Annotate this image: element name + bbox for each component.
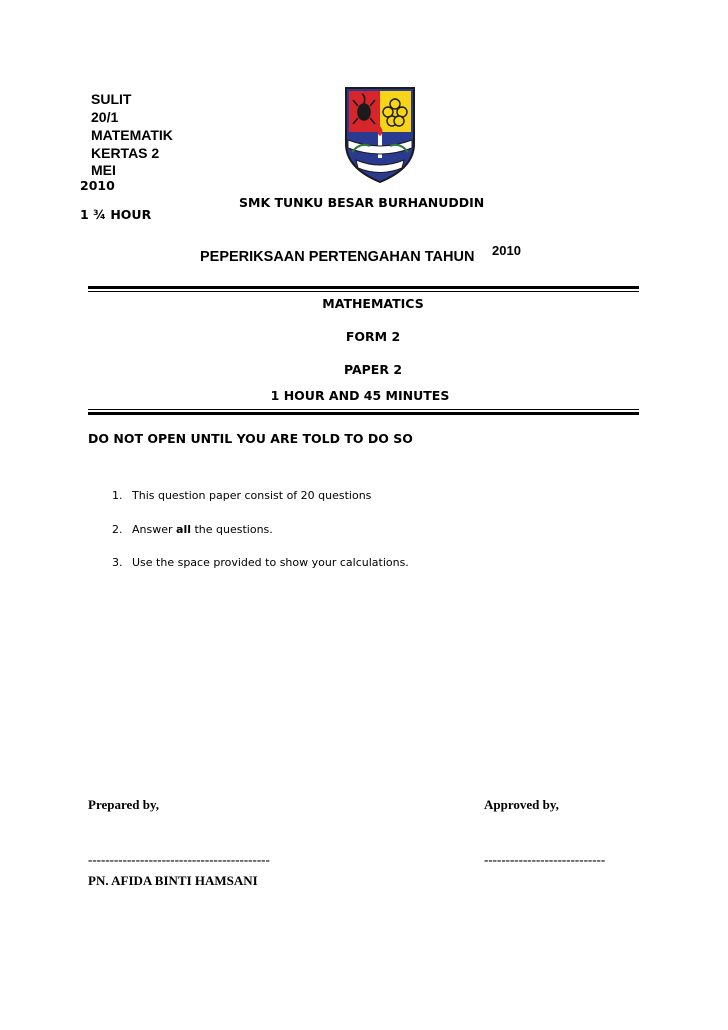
approved-signature-line: ---------------------------- bbox=[484, 852, 606, 867]
prepared-by-name: PN. AFIDA BINTI HAMSANI bbox=[88, 873, 258, 888]
instruction-item bbox=[112, 556, 409, 569]
divider-bottom-thin bbox=[88, 409, 639, 410]
header-year: 2010 bbox=[80, 178, 115, 193]
instruction-item bbox=[112, 489, 371, 502]
school-name: SMK TUNKU BESAR BURHANUDDIN bbox=[239, 195, 485, 210]
approved-by-label: Approved by, bbox=[484, 797, 559, 812]
instruction-number: 3. bbox=[112, 556, 123, 569]
header-paper: KERTAS 2 bbox=[91, 145, 160, 161]
exam-time: 1 HOUR AND 45 MINUTES bbox=[270, 388, 450, 403]
exam-title bbox=[200, 249, 474, 265]
instruction-item bbox=[112, 523, 273, 536]
exam-title-text: PEPERIKSAAN PERTENGAHAN TAHUN bbox=[200, 249, 475, 265]
instruction-text-tail: the questions. bbox=[190, 523, 273, 536]
header-month: MEI bbox=[91, 162, 116, 178]
school-crest-logo bbox=[340, 82, 420, 188]
header-duration: 1 ¾ HOUR bbox=[80, 207, 152, 222]
divider-top-thick bbox=[88, 286, 639, 289]
exam-paper: PAPER 2 bbox=[343, 362, 403, 377]
instruction-text: Use the space provided to show your calculations. bbox=[132, 556, 409, 569]
instruction-number: 2. bbox=[112, 523, 123, 536]
warning-text: DO NOT OPEN UNTIL YOU ARE TOLD TO DO SO bbox=[88, 431, 413, 446]
exam-year: 2010 bbox=[492, 243, 521, 258]
header-subject: MATEMATIK bbox=[91, 127, 173, 143]
instruction-number: 1. bbox=[112, 489, 123, 502]
prepared-signature-line: ------------------------------------------ bbox=[88, 852, 270, 867]
instruction-text: Answer bbox=[132, 523, 177, 536]
divider-top-thin bbox=[88, 291, 639, 292]
header-sulit: SULIT bbox=[91, 91, 132, 107]
divider-bottom-thick bbox=[88, 412, 639, 415]
exam-subject: MATHEMATICS bbox=[322, 296, 424, 311]
prepared-by-label: Prepared by, bbox=[88, 797, 160, 812]
instruction-emphasis: all bbox=[176, 523, 191, 536]
header-code: 20/1 bbox=[91, 109, 119, 125]
exam-form: FORM 2 bbox=[345, 329, 401, 344]
instruction-text: This question paper consist of 20 questions bbox=[132, 489, 372, 502]
